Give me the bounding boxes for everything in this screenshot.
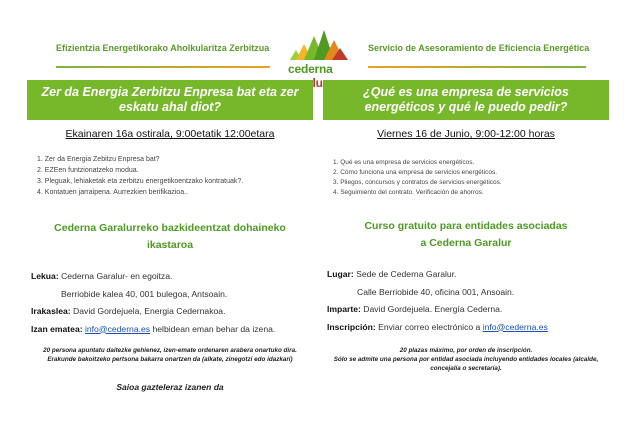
spanish-place: Lugar: Sede de Cederna Garalur. xyxy=(327,269,457,279)
basque-signup: Izan ematea: info@cederna.es helbidean eman behar da izena. xyxy=(31,323,276,334)
cederna-garalur-logo xyxy=(270,22,370,76)
basque-email-link[interactable]: info@cederna.es xyxy=(84,323,151,334)
header-rule-left xyxy=(56,66,270,68)
basque-teacher: Irakaslea: David Gordejuela, Energia Cedernakoa. xyxy=(31,306,226,316)
header-rule-right xyxy=(368,66,586,68)
spanish-signup: Inscripción: Enviar correo electrónico a info@cederna.es xyxy=(327,321,548,332)
basque-place: Lekua: Cederna Garalur- en egoitza. xyxy=(31,271,173,281)
basque-course-heading: Cederna Garalurreko bazkideentzat dohaineko ikastaroa xyxy=(54,222,286,251)
basque-language-note: Saioa gazteleraz izanen da xyxy=(116,382,224,392)
basque-title-banner xyxy=(27,80,313,120)
spanish-title: ¿Qué es una empresa de servicios energéticos y qué le puedo pedir? xyxy=(363,85,569,114)
list-item: 1. Qué es una empresa de servicios energéticos. xyxy=(333,159,475,166)
spanish-course-heading: Curso gratuito para entidades asociadas a Cederna Garalur xyxy=(364,220,568,249)
basque-topic-list xyxy=(27,154,313,198)
basque-date: Ekainaren 16a ostirala, 9:00etatik 12:00etara xyxy=(65,128,275,140)
list-item: 1. Zer da Energia Zebitzu Enpresa bat? xyxy=(37,156,160,163)
spanish-column xyxy=(323,80,609,373)
basque-address: Berriobide kalea 40, 001 bulegoa, Antsoain. xyxy=(61,288,228,299)
basque-title: Zer da Energia Zerbitzu Enpresa bat eta zer eskatu ahal diot? xyxy=(41,85,299,114)
list-item: 4. Kontatuen jarraipena. Aurrezkien berifikazioa.. xyxy=(37,189,188,196)
spanish-address: Calle Berriobide 40, oficina 001, Ansoain. xyxy=(357,286,515,297)
spanish-email-link[interactable]: info@cederna.es xyxy=(482,321,548,332)
tagline-spanish: Servicio de Asesoramiento de Eficiencia Energética xyxy=(368,43,590,53)
basque-notes: 20 persona apuntatu daitezke gehienez, izen-emate ordenaren arabera onartuko dira. Erakunde bakoitzeko pertsona bakarra onartzen da (alkate, zinegotzi edo idazkari) xyxy=(43,347,297,363)
list-item: 4. Seguimiento del contrato. Verificación de ahorros. xyxy=(333,189,484,196)
list-item: 2. EZEen funtzionatzeko modua. xyxy=(37,167,139,174)
tagline-basque: Efizientzia Energetikorako Aholkularitza Zerbitzua xyxy=(56,43,270,53)
spanish-topic-list xyxy=(323,158,609,198)
list-item: 3. Pleguak, lehiaketak eta zerbitzu energetikoentzako kontratuak?. xyxy=(37,178,244,185)
spanish-details xyxy=(323,266,609,336)
logo-wordmark: cederna xyxy=(288,62,333,76)
spanish-title-banner xyxy=(323,80,609,120)
spanish-notes: 20 plazas máximo, por orden de inscripción. Sólo se admite una persona por entidad asociada incluyendo entidades locales (alcalde, concejalía o secretaría). xyxy=(333,347,599,372)
list-item: 2. Cómo funciona una empresa de servicios energéticos. xyxy=(333,169,498,176)
basque-column xyxy=(27,80,313,392)
header xyxy=(0,0,640,80)
spanish-teacher: Imparte: David Gordejuela. Energía Cederna. xyxy=(327,304,503,314)
spanish-date: Viernes 16 de Junio, 9:00-12:00 horas xyxy=(377,128,555,140)
basque-details xyxy=(27,268,313,338)
list-item: 3. Pliegos, concursos y contratos de servicios energéticos. xyxy=(333,179,502,186)
